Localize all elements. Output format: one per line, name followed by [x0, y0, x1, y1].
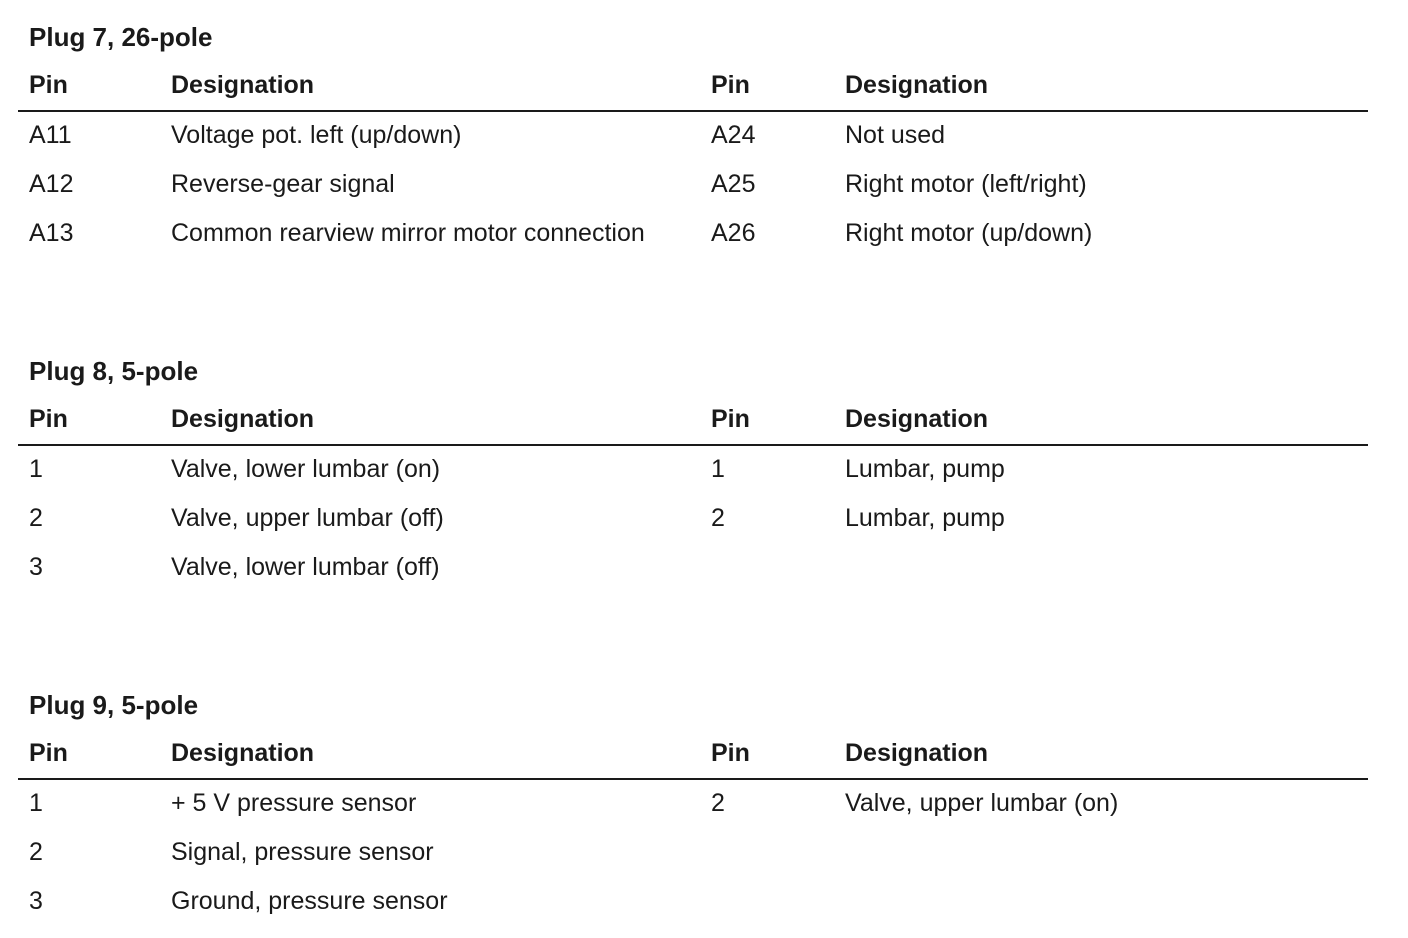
- pin-header: Pin: [29, 405, 68, 433]
- designation-cell: Lumbar, pump: [845, 455, 1005, 483]
- designation-header: Designation: [171, 739, 315, 767]
- designation-cell: Signal, pressure sensor: [171, 838, 434, 866]
- pin-header: Pin: [29, 739, 68, 767]
- designation-cell: + 5 V pressure sensor: [171, 789, 417, 817]
- pin-cell: 3: [29, 887, 43, 915]
- designation-cell: Reverse-gear signal: [171, 170, 395, 198]
- designation-header: Designation: [171, 71, 315, 99]
- pin-cell: A12: [29, 170, 74, 198]
- designation-header: Designation: [171, 405, 315, 433]
- designation-cell: Right motor (left/right): [845, 170, 1087, 198]
- designation-cell: Ground, pressure sensor: [171, 887, 448, 915]
- pin-cell: A11: [29, 121, 72, 149]
- pin-cell: A13: [29, 219, 74, 247]
- table-row: [18, 454, 1368, 484]
- pin-cell: 3: [29, 553, 43, 581]
- designation-header: Designation: [845, 405, 989, 433]
- pin-cell: 1: [711, 455, 725, 483]
- pin-header: Pin: [711, 739, 750, 767]
- table-row: [18, 503, 1368, 533]
- table-header: [18, 404, 1368, 446]
- designation-header: Designation: [845, 71, 989, 99]
- designation-cell: Valve, lower lumbar (off): [171, 553, 440, 581]
- pin-cell: 2: [711, 504, 725, 532]
- pin-cell: A26: [711, 219, 756, 247]
- designation-cell: Lumbar, pump: [845, 504, 1005, 532]
- designation-cell: Voltage pot. left (up/down): [171, 121, 462, 149]
- table-row: [18, 120, 1368, 150]
- table-row: [18, 886, 1368, 916]
- pin-cell: 2: [711, 789, 725, 817]
- pin-cell: 1: [29, 455, 43, 483]
- pin-cell: 1: [29, 789, 43, 817]
- section-title: Plug 9, 5-pole: [29, 690, 199, 720]
- table-header: [18, 70, 1368, 112]
- pin-cell: A24: [711, 121, 756, 149]
- table-row: [18, 788, 1368, 818]
- designation-cell: Valve, upper lumbar (off): [171, 504, 444, 532]
- designation-cell: Not used: [845, 121, 946, 149]
- pin-header: Pin: [29, 71, 68, 99]
- table-header: [18, 738, 1368, 780]
- pin-cell: 2: [29, 504, 43, 532]
- designation-cell: Valve, upper lumbar (on): [845, 789, 1119, 817]
- designation-cell: Right motor (up/down): [845, 219, 1093, 247]
- table-row: [18, 169, 1368, 199]
- pin-header: Pin: [711, 405, 750, 433]
- pin-cell: 2: [29, 838, 43, 866]
- designation-header: Designation: [845, 739, 989, 767]
- pin-cell: A25: [711, 170, 756, 198]
- section-title: Plug 8, 5-pole: [29, 356, 199, 386]
- table-row: [18, 837, 1368, 867]
- designation-cell: Valve, lower lumbar (on): [171, 455, 441, 483]
- designation-cell: Common rearview mirror motor connection: [171, 219, 645, 247]
- table-row: [18, 552, 1368, 582]
- section-title: Plug 7, 26-pole: [29, 22, 213, 52]
- pin-header: Pin: [711, 71, 750, 99]
- table-row: [18, 218, 1368, 248]
